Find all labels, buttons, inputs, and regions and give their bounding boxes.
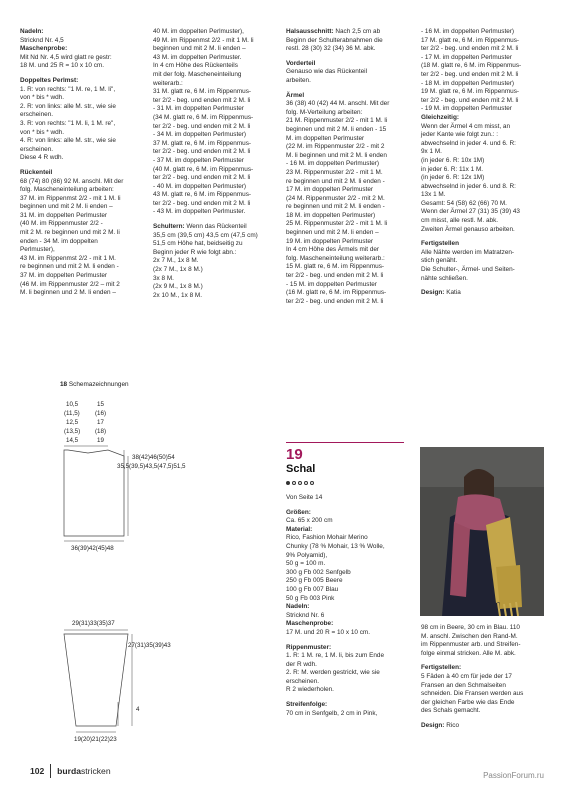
left-top-label: 12,5 [66, 419, 79, 426]
pattern-design-text: Rico [444, 721, 459, 729]
aermel-heading: Ärmel [286, 91, 305, 99]
right-top-label: 15 [97, 401, 104, 408]
schultern-text: Wenn das Rückenteil 35,5 cm (39,5 cm) 43,5 cm (47,5 cm) 51,5 cm Höhe hat, beidseitig zu Beginn jeder R wie folgt abn.: 2x 7 M., 1x 8 M. (2x 7 M., 1x 8 M.) 3x 8 M. (2x 9 M., 1x 8 M.) 2x 10 M., 1x 8 M. [153, 223, 258, 299]
material-text: Rico, Fashion Mohair Merino Chunky (78 % Mohair, 13 % Wolle, 9% Polyamid), 50 g = 100 m. 300 g Fb 002 Senfgelb 250 g Fb 005 Beere 100 g Fb 007 Blau 50 g Fb 003 Pink [286, 534, 385, 602]
brand-name-bold: burda [57, 766, 81, 776]
watermark: PassionForum.ru [483, 771, 544, 780]
diagram-caption [60, 381, 129, 388]
body-height-long-label: 35,5(39,5)43,5(47,5)51,5 [117, 463, 186, 470]
pattern-fertigstellen-text: 5 Fäden à 40 cm für jede der 17 Fransen an den Schmalseiten schneiden. Die Fransen werden aus der gleichen Farbe wie das Ende des Schals gemacht. [421, 672, 524, 715]
vorderteil-text: Genauso wie das Rückenteil arbeiten. [286, 68, 367, 84]
column-3 [286, 28, 414, 312]
halsausschnitt-heading: Halsausschnitt: [286, 28, 334, 35]
gleichzeitig-text: Wenn der Ärmel 4 cm misst, an jeder Kante wie folgt zun.: : abwechselnd in jeder 4. und 6. R: 9x 1 M. (in jeder 6. R: 10x 1M) in jeder 6. R: 11x 1 M. (in jeder 6. R: 12x 1M) abwechselnd in jeder 6. und 8. R: 13x 1 M. Gesamt: 54 (58) 62 (66) 70 M. Wenn der Ärmel 27 (31) 35 (39) 43 cm misst, alle restl. M. abk. Zweiten Ärmel genauso arbeiten. [421, 122, 520, 233]
left-top-label: (11,5) [64, 410, 80, 417]
col4-text: - 16 M. im doppelten Perlmuster) 17 M. glatt re, 6 M. im Rippenmus- ter 2/2 - beg. und enden mit 2 M. li - 17 M. im doppelten Perlmuster (18 M. glatt re, 6 M. im Rippenmus- ter 2/2 - beg. und enden mit 2 M. li - 18 M. im doppelten Perlmuster) 19 M. glatt re, 6 M. im Rippenmus- ter 2/2 - beg. und enden mit 2 M. li - 19 M. im doppelten Perlmuster [421, 28, 522, 113]
von-seite: Von Seite 14 [286, 494, 323, 501]
pattern-number: 19 [286, 446, 303, 463]
design-heading: Design: [421, 289, 445, 297]
sleeve-cuff-label: 4 [136, 706, 140, 713]
nadeln-text: Stricknd Nr. 4,5 [20, 36, 64, 44]
body-height-small-label: 38(42)46(50)54 [132, 454, 175, 461]
groessen-heading: Größen: [286, 508, 311, 516]
difficulty-dot [298, 481, 302, 485]
perlmuster-heading: Doppeltes Perlmst: [20, 76, 79, 84]
sleeve-height-label: 27(31)35(39)43 [128, 642, 171, 649]
halsausschnitt-text: Nach 2,5 cm ab Beginn der Schulterabnahmen die restl. 28 (30) 32 (34) 36 M. abk. [286, 28, 383, 53]
left-top-label: 14,5 [66, 437, 79, 444]
difficulty-dot [292, 481, 296, 485]
material-heading: Material: [286, 525, 313, 533]
rippenmuster-heading: Rippenmuster: [286, 643, 332, 651]
diagram-caption-text: Schemazeichnungen [67, 381, 129, 388]
rippenmuster-text: 1. R: 1 M. re, 1 M. li, bis zum Ende der R wdh. 2. R: M. werden gestrickt, wie sie erscheinen. R 2 wiederholen. [286, 652, 385, 694]
body-outline [64, 450, 124, 536]
rueckenteil-text: 68 (74) 80 (86) 92 M. anschl. Mit der folg. Mascheneinteilung arbeiten: 37 M. im Rippenmst 2/2 - mit 1 M. li beginnen und mit 2 M. li enden – 31 M. im doppelten Perlmuster (40 M. im Rippenmuster 2/2 - mit 2 M. re beginnen und mit 2 M. li enden - 34 M. im doppelten Perlmuster), 43 M. im Rippenmst 2/2 - mit 1 M. re beginnen und mit 2 M. li enden - 37 M. im doppelten Perlmuster (46 M. im Rippenmuster 2/2 – mit 2 M. li beginnen und 2 M. li enden – [20, 177, 124, 297]
sleeve-top-label: 29(31)33(35)37 [72, 620, 115, 627]
scarf-illustration [420, 447, 544, 616]
pattern-title: Schal [286, 463, 316, 475]
perlmuster-text: 1. R: von rechts: "1 M. re, 1 M. li", von * bis * wdh. 2. R: von links: alle M. str., wie sie erscheinen. 3. R: von rechts: "1 M. li, 1 M. re", von * bis * wdh. 4. R: von links: alle M. str., wie sie erscheinen. Diese 4 R wdh. [20, 85, 116, 162]
nadeln-heading: Nadeln: [20, 28, 44, 35]
column-2 [153, 28, 273, 306]
fertigstellen-text: Alle Nähte werden im Matratzen- stich genäht. Die Schulter-, Ärmel- und Seiten- nähte schließen. [421, 248, 515, 282]
sleeve-outline [64, 634, 128, 726]
right-top-label: (18) [95, 428, 107, 435]
pattern-nadeln-heading: Nadeln: [286, 603, 310, 611]
pattern-right-text: 98 cm in Beere, 30 cm in Blau. 110 M. anschl. Zwischen den Rand-M. im Rippenmuster arb. und Streifen- folge einmal stricken. Alle M. abk. [421, 624, 521, 657]
rueckenteil-heading: Rückenteil [20, 168, 53, 176]
difficulty-dots [286, 481, 314, 485]
page-number: 102 [30, 766, 45, 776]
brand-name-light: stricken [81, 766, 111, 776]
column-4 [421, 28, 549, 304]
right-top-label: 17 [97, 419, 104, 426]
design-text: Katia [444, 289, 461, 297]
difficulty-dot [310, 481, 314, 485]
pattern-maschenprobe-heading: Maschenprobe: [286, 620, 334, 628]
pattern-fertigstellen-heading: Fertigstellen: [421, 664, 462, 672]
difficulty-dot-filled [286, 481, 290, 485]
aermel-text: 36 (38) 40 (42) 44 M. anschl. Mit der folg. M-Verteilung arbeiten: 21 M. Rippenmuster 2/2 - mit 1 M. li beginnen und mit 2 M. li enden - 15 M. im doppelten Perlmuster (22 M. im Rippenmuster 2/2 - mit 2 M. li beginnen und mit 2 M. li enden - 16 M. im doppelten Perlmuster) 23 M. Rippenmuster 2/2 - mit 1 M. re beginnen und mit 2 M. li enden - 17 M. im doppelten Perlmuster (24 M. Rippenmuster 2/2 - mit 2 M. re beginnen und mit 2 M. li enden - 18 M. im doppelten Perlmuster) 25 M. Rippenmuster 2/2 - mit 1 M. li beginnen und mit 2 M. li enden – 19 M. im doppelten Perlmuster In 4 cm Höhe des Ärmels mit der folg. Mascheneinteilung weiterarb.: 15 M. glatt re, 6 M. im Rippenmus- ter 2/2 - beg. und enden mit 2 M. li - 15 M. im doppelten Perlmuster (16 M. glatt re, 6 M. im Rippenmus- ter 2/2 - beg. und enden mit 2 M. li [286, 100, 390, 305]
left-top-label: (13,5) [64, 428, 81, 435]
footer-divider [50, 764, 51, 778]
vorderteil-heading: Vorderteil [286, 59, 316, 67]
maschenprobe-text: Mit Nd Nr. 4,5 wird glatt re gestr: 18 M. und 25 R = 10 x 10 cm. [20, 53, 112, 70]
streifenfolge-text: 70 cm in Senfgelb, 2 cm in Pink, [286, 709, 378, 717]
pattern-right-column [421, 624, 549, 737]
schultern-heading: Schultern: [153, 223, 185, 231]
pattern-column [286, 494, 410, 724]
diagram-caption-number: 18 [60, 381, 68, 388]
gleichzeitig-heading: Gleichzeitig: [421, 113, 459, 121]
groessen-text: Ca. 65 x 200 cm [286, 517, 333, 525]
pattern-design-heading: Design: [421, 721, 445, 729]
scarf-photo [420, 447, 544, 616]
pattern-divider [286, 442, 404, 443]
right-top-label: 19 [97, 437, 104, 444]
body-schematic [0, 390, 270, 750]
fertigstellen-heading: Fertigstellen [421, 240, 459, 248]
left-top-labels [64, 401, 80, 444]
maschenprobe-heading: Maschenprobe: [20, 45, 68, 53]
pattern-nadeln-text: Stricknd Nr. 6 [286, 611, 325, 619]
streifenfolge-heading: Streifenfolge: [286, 701, 328, 709]
sleeve-bottom-label: 19(20)21(22)23 [74, 736, 117, 743]
body-width-label: 36(39)42(45)48 [71, 545, 114, 552]
right-top-labels [95, 401, 106, 444]
left-top-label: 10,5 [66, 401, 79, 408]
column-1 [20, 28, 138, 304]
page-footer [30, 766, 111, 776]
col2-text: 40 M. im doppelten Perlmuster), 49 M. im Rippenmst 2/2 - mit 1 M. li beginnen und mit 2 M. li enden – 43 M. im doppelten Perlmuster. In 4 cm Höhe des Rückenteils mit der folg. Mascheneinteilung weiterarb.: 31 M. glatt re, 6 M. im Rippenmus- ter 2/2 - beg. und enden mit 2 M. li - 31 M. im doppelten Perlmuster (34 M. glatt re, 6 M. im Rippenmus- ter 2/2 - beg. und enden mit 2 M. li - 34 M. im doppelten Perlmuster) 37 M. glatt re, 6 M. im Rippenmus- ter 2/2 - beg. und enden mit 2 M. li - 37 M. im doppelten Perlmuster (40 M. glatt re, 6 M. im Rippenmus- ter 2/2 - beg. und enden mit 2 M. li - 40 M. im doppelten Perlmuster) 43 M. glatt re, 6 M. im Rippenmus- ter 2/2 - beg. und enden mit 2 M. li - 43 M. im doppelten Perlmuster. [153, 28, 254, 216]
pattern-maschenprobe-text: 17 M. und 20 R = 10 x 10 cm. [286, 628, 371, 636]
right-top-label: (16) [95, 410, 107, 417]
difficulty-dot [304, 481, 308, 485]
